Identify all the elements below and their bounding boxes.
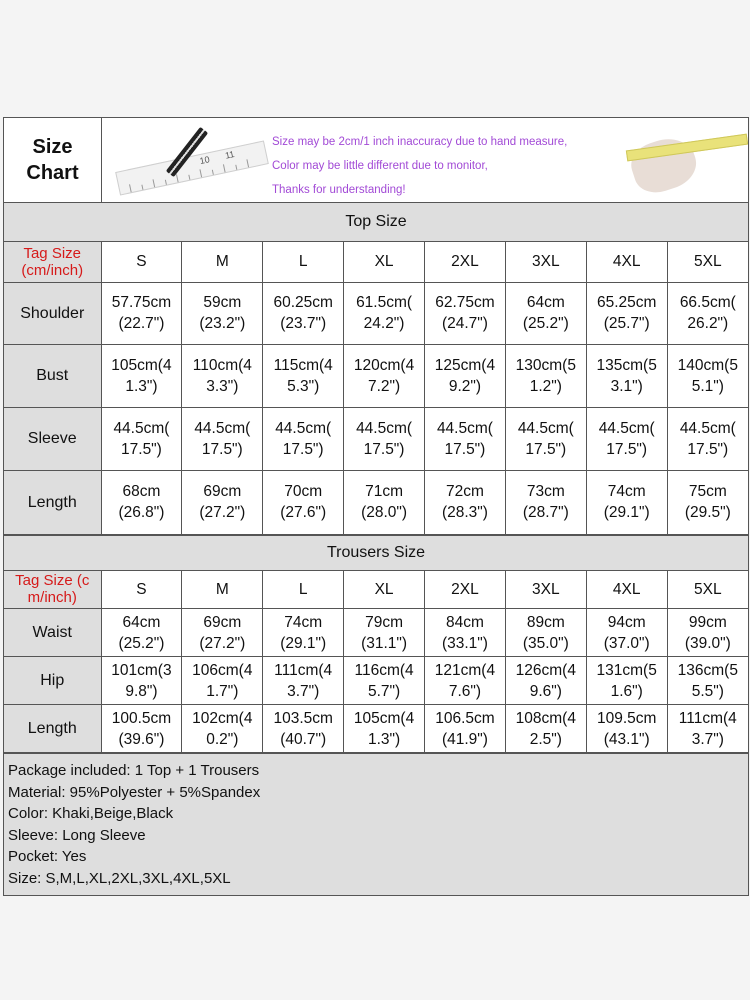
size-cell: 111cm(4 3.7") — [263, 657, 344, 705]
size-cell: 111cm(4 3.7") — [667, 705, 748, 753]
row-label: Length — [4, 705, 101, 753]
size-header: S — [101, 242, 182, 282]
measurement-banner — [102, 118, 748, 202]
size-cell: 59cm (23.2") — [182, 282, 263, 344]
info-line: Pocket: Yes — [8, 848, 87, 865]
size-cell: 84cm (33.1") — [425, 609, 506, 657]
table-row — [4, 470, 748, 534]
row-label: Waist — [4, 609, 101, 657]
size-cell: 44.5cm( 17.5") — [667, 407, 748, 470]
trousers-size-header-row — [4, 571, 748, 609]
chart-title-line1: Size — [32, 136, 73, 158]
size-header: 5XL — [667, 571, 748, 609]
table-row — [4, 282, 748, 344]
size-cell: 44.5cm( 17.5") — [182, 407, 263, 470]
note-line: Size may be 2cm/1 inch inaccuracy due to hand measure, — [272, 136, 568, 148]
size-cell: 44.5cm( 17.5") — [263, 407, 344, 470]
size-header: 3XL — [505, 242, 586, 282]
chart-title-line2: Chart — [26, 162, 79, 184]
info-line: Material: 95%Polyester + 5%Spandex — [8, 783, 261, 801]
size-header: 2XL — [425, 571, 506, 609]
top-size-header-row — [4, 242, 748, 282]
size-cell: 116cm(4 5.7") — [344, 657, 425, 705]
size-cell: 44.5cm( 17.5") — [505, 407, 586, 470]
ruler-number: 10 — [198, 154, 211, 167]
size-cell: 106cm(4 1.7") — [182, 657, 263, 705]
size-header: M — [182, 242, 263, 282]
trousers-size-title: Trousers Size — [4, 535, 748, 571]
size-cell: 100.5cm (39.6") — [101, 705, 182, 753]
size-cell: 110cm(4 3.3") — [182, 344, 263, 407]
size-cell: 71cm (28.0") — [344, 470, 425, 534]
table-row — [4, 705, 748, 753]
measurement-notes — [272, 130, 567, 202]
top-size-table — [4, 242, 748, 535]
size-cell: 105cm(4 1.3") — [344, 705, 425, 753]
table-row — [4, 657, 748, 705]
size-header: 2XL — [425, 242, 506, 282]
size-cell: 44.5cm( 17.5") — [101, 407, 182, 470]
size-cell: 66.5cm( 26.2") — [667, 282, 748, 344]
size-cell: 61.5cm( 24.2") — [344, 282, 425, 344]
product-info — [4, 753, 748, 895]
size-cell: 140cm(5 5.1") — [667, 344, 748, 407]
table-row — [4, 407, 748, 470]
size-cell: 101cm(3 9.8") — [101, 657, 182, 705]
size-cell: 79cm (31.1") — [344, 609, 425, 657]
size-chart-header — [4, 118, 748, 203]
row-label: Sleeve — [4, 407, 101, 470]
size-cell: 70cm (27.6") — [263, 470, 344, 534]
row-label: Hip — [4, 657, 101, 705]
size-cell: 74cm (29.1") — [263, 609, 344, 657]
note-line: Thanks for understanding! — [272, 184, 406, 196]
table-row — [4, 344, 748, 407]
size-cell: 65.25cm (25.7") — [586, 282, 667, 344]
size-cell: 99cm (39.0") — [667, 609, 748, 657]
size-header: 4XL — [586, 242, 667, 282]
size-cell: 125cm(4 9.2") — [425, 344, 506, 407]
size-header: 3XL — [505, 571, 586, 609]
size-cell: 103.5cm (40.7") — [263, 705, 344, 753]
size-header: 5XL — [667, 242, 748, 282]
size-cell: 75cm (29.5") — [667, 470, 748, 534]
size-cell: 68cm (26.8") — [101, 470, 182, 534]
size-cell: 44.5cm( 17.5") — [425, 407, 506, 470]
size-cell: 62.75cm (24.7") — [425, 282, 506, 344]
size-cell: 94cm (37.0") — [586, 609, 667, 657]
size-header: 4XL — [586, 571, 667, 609]
size-cell: 69cm (27.2") — [182, 609, 263, 657]
size-cell: 57.75cm (22.7") — [101, 282, 182, 344]
size-cell: 105cm(4 1.3") — [101, 344, 182, 407]
info-line: Color: Khaki,Beige,Black — [8, 805, 174, 822]
size-cell: 69cm (27.2") — [182, 470, 263, 534]
size-chart — [3, 117, 749, 896]
chart-title — [4, 118, 102, 202]
size-cell: 121cm(4 7.6") — [425, 657, 506, 705]
ruler-number: 11 — [224, 148, 236, 161]
row-label: Shoulder — [4, 282, 101, 344]
size-cell: 108cm(4 2.5") — [505, 705, 586, 753]
size-header: L — [263, 571, 344, 609]
size-cell: 106.5cm (41.9") — [425, 705, 506, 753]
info-line: Sleeve: Long Sleeve — [8, 826, 146, 844]
top-size-title: Top Size — [4, 203, 748, 242]
tag-size-label: Tag Size (cm/inch) — [4, 242, 101, 282]
size-header: M — [182, 571, 263, 609]
size-cell: 89cm (35.0") — [505, 609, 586, 657]
size-header: XL — [344, 571, 425, 609]
info-line: Size: S,M,L,XL,2XL,3XL,4XL,5XL — [8, 869, 231, 887]
size-cell: 60.25cm (23.7") — [263, 282, 344, 344]
size-cell: 64cm (25.2") — [505, 282, 586, 344]
size-header: L — [263, 242, 344, 282]
size-header: XL — [344, 242, 425, 282]
size-header: S — [101, 571, 182, 609]
size-cell: 74cm (29.1") — [586, 470, 667, 534]
size-cell: 115cm(4 5.3") — [263, 344, 344, 407]
size-cell: 120cm(4 7.2") — [344, 344, 425, 407]
size-cell: 72cm (28.3") — [425, 470, 506, 534]
table-row — [4, 609, 748, 657]
size-cell: 44.5cm( 17.5") — [344, 407, 425, 470]
note-line: Color may be little different due to monitor, — [272, 160, 488, 172]
size-cell: 44.5cm( 17.5") — [586, 407, 667, 470]
size-cell: 64cm (25.2") — [101, 609, 182, 657]
size-cell: 109.5cm (43.1") — [586, 705, 667, 753]
row-label: Length — [4, 470, 101, 534]
row-label: Bust — [4, 344, 101, 407]
size-cell: 135cm(5 3.1") — [586, 344, 667, 407]
size-cell: 131cm(5 1.6") — [586, 657, 667, 705]
trousers-size-table — [4, 571, 748, 754]
size-cell: 102cm(4 0.2") — [182, 705, 263, 753]
tag-size-label: Tag Size (c m/inch) — [4, 571, 101, 609]
size-cell: 73cm (28.7") — [505, 470, 586, 534]
size-cell: 126cm(4 9.6") — [505, 657, 586, 705]
info-line: Package included: 1 Top + 1 Trousers — [8, 762, 260, 779]
size-cell: 136cm(5 5.5") — [667, 657, 748, 705]
size-cell: 130cm(5 1.2") — [505, 344, 586, 407]
